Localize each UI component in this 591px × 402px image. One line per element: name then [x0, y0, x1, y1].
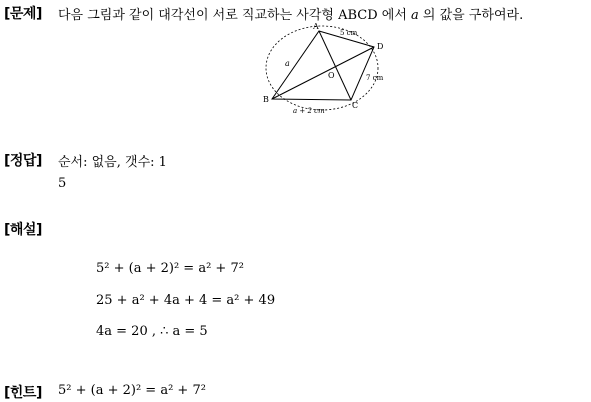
diagonal-AC [319, 31, 351, 100]
vertex-B-label: B [263, 95, 269, 104]
answer-value: 5 [58, 176, 67, 191]
vertex-A-label: A [313, 22, 319, 31]
solution-label: [해설] [4, 222, 42, 238]
vertex-C-label: C [352, 101, 359, 110]
side-AB-label: a [285, 59, 290, 68]
side-BC-label: a + 2 cm [293, 107, 325, 115]
solution-line-1: 5² + (a + 2)² = a² + 7² [96, 261, 244, 276]
hint-label: [힌트] [4, 385, 42, 401]
problem-label: [문제] [4, 6, 42, 22]
side-DC-label: 7 cm [366, 74, 384, 82]
solution-line-3: 4a = 20 , ∴ a = 5 [96, 324, 208, 339]
solution-line-2: 25 + a² + 4a + 4 = a² + 49 [96, 293, 276, 308]
problem-variable: a [411, 8, 419, 23]
diagonal-BD [272, 47, 374, 99]
quadrilateral-figure [258, 20, 393, 118]
side-AD-label: 5 cm [340, 29, 358, 37]
problem-text-after: 의 값을 구하여라. [418, 8, 524, 23]
problem-text-before: 다음 그림과 같이 대각선이 서로 직교하는 사각형 ABCD 에서 [58, 8, 412, 23]
hint-formula: 5² + (a + 2)² = a² + 7² [58, 383, 206, 398]
vertex-D-label: D [377, 42, 384, 51]
answer-label: [정답] [4, 153, 42, 169]
answer-meta: 순서: 없음, 갯수: 1 [58, 155, 167, 170]
center-O-label: O [328, 71, 335, 80]
